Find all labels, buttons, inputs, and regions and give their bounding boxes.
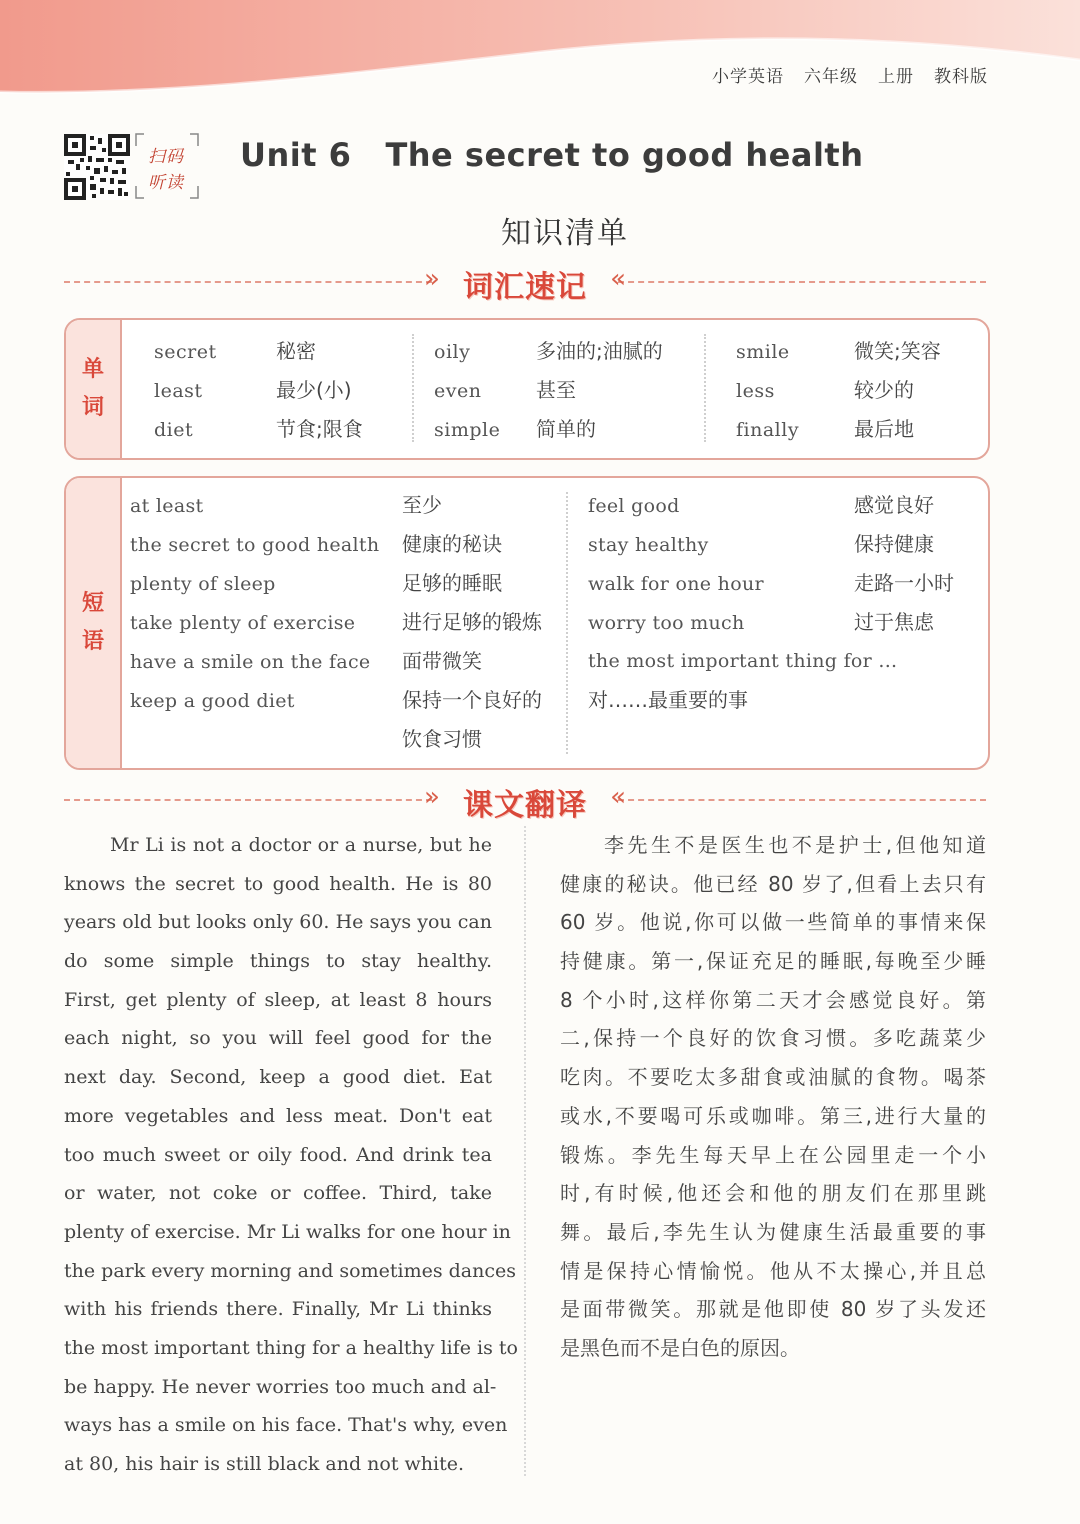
book-subject: 小学英语 xyxy=(712,67,784,87)
header-band xyxy=(0,0,1080,110)
book-grade: 六年级 xyxy=(804,67,858,87)
english-line: the most important thing for a healthy life is to xyxy=(64,1336,518,1359)
words-column-3 xyxy=(736,332,941,449)
phrase-row: walk for one hour 走路一小时 xyxy=(588,571,954,595)
phrase-row: have a smile on the face 面带微笑 xyxy=(130,649,482,673)
word-row: simple 简单的 xyxy=(434,417,596,441)
phrase-row: 对……最重要的事 xyxy=(588,688,748,712)
arrow-right-icon: » xyxy=(424,782,440,812)
word-row: diet 节食;限食 xyxy=(154,417,363,441)
english-line: years old but looks only 60. He says you can xyxy=(64,911,492,934)
word-row: less 较少的 xyxy=(736,378,914,402)
chinese-line: 是黑色而不是白色的原因。 xyxy=(560,1335,800,1360)
chinese-line: 情是保持心情愉悦。他从不太操心,并且总 xyxy=(560,1258,986,1283)
words-column-1 xyxy=(154,332,363,449)
vocab-section-title: 词汇速记 xyxy=(463,270,587,305)
chinese-line: 锻炼。李先生每天早上在公园里走一个小 xyxy=(560,1142,986,1167)
arrow-right-icon: » xyxy=(424,264,440,294)
chinese-line: 持健康。第一,保证充足的睡眠,每晚至少睡 xyxy=(560,949,986,974)
word-row: smile 微笑;笑容 xyxy=(736,339,941,363)
scan-label-2: 听读 xyxy=(148,173,184,193)
phrases-box xyxy=(64,476,990,770)
book-info xyxy=(712,62,988,87)
column-divider xyxy=(704,334,706,442)
english-line: knows the secret to good health. He is 80 xyxy=(64,872,492,895)
phrases-tab: 短 语 xyxy=(66,478,122,768)
phrase-row: at least 至少 xyxy=(130,493,442,517)
english-line: Mr Li is not a doctor or a nurse, but he xyxy=(110,834,492,856)
knowledge-list-title: 知识清单 xyxy=(501,216,629,251)
unit-number: Unit 6 xyxy=(240,136,352,174)
article-english xyxy=(64,826,518,1484)
word-row: finally 最后地 xyxy=(736,417,914,441)
english-line: do some simple things to stay healthy. xyxy=(64,950,492,973)
phrase-row: the most important thing for ... xyxy=(588,650,898,672)
phrases-column-right xyxy=(588,486,954,720)
phrase-row: take plenty of exercise 进行足够的锻炼 xyxy=(130,610,542,634)
unit-name: The secret to good health xyxy=(385,136,864,174)
phrase-row: worry too much 过于焦虑 xyxy=(588,610,934,634)
phrase-row: plenty of sleep 足够的睡眠 xyxy=(130,571,502,595)
english-line: with his friends there. Finally, Mr Li thinks xyxy=(64,1298,492,1321)
column-divider xyxy=(566,492,568,754)
scan-to-listen-tag[interactable] xyxy=(134,132,200,200)
words-box xyxy=(64,318,990,460)
arrow-left-icon: « xyxy=(610,264,626,294)
scan-label-1: 扫码 xyxy=(148,147,184,167)
english-line: at 80, his hair is still black and not white. xyxy=(64,1453,465,1475)
chinese-line: 吃肉。不要吃太多甜食或油腻的食物。喝茶 xyxy=(560,1065,986,1090)
words-tab: 单 词 xyxy=(66,320,122,458)
chinese-line: 60 岁。他说,你可以做一些简单的事情来保 xyxy=(560,910,986,935)
qr-code-icon[interactable] xyxy=(64,134,130,200)
english-line: more vegetables and less meat. Don't eat xyxy=(64,1104,492,1127)
phrase-row: 饮食习惯 xyxy=(402,727,482,751)
chinese-line: 或水,不要喝可乐或咖啡。第三,进行大量的 xyxy=(560,1103,986,1128)
english-line: plenty of exercise. Mr Li walks for one hour in xyxy=(64,1220,511,1243)
word-row: least 最少(小) xyxy=(154,378,352,402)
english-line: be happy. He never worries too much and al- xyxy=(64,1375,497,1398)
translation-section-title: 课文翻译 xyxy=(463,788,587,823)
chinese-line: 舞。最后,李先生认为健康生活最重要的事 xyxy=(560,1219,986,1244)
phrase-row: the secret to good health 健康的秘诀 xyxy=(130,532,502,556)
book-volume: 上册 xyxy=(878,67,914,87)
phrase-row: keep a good diet 保持一个良好的 xyxy=(130,688,542,712)
chinese-line: 健康的秘诀。他已经 80 岁了,但看上去只有 xyxy=(560,871,986,896)
chinese-line: 李先生不是医生也不是护士,但他知道 xyxy=(604,833,986,857)
translation-section-heading xyxy=(64,780,986,823)
word-row: oily 多油的;油腻的 xyxy=(434,339,663,363)
book-edition: 教科版 xyxy=(934,67,988,87)
english-line: next day. Second, keep a good diet. Eat xyxy=(64,1066,492,1089)
phrase-row: stay healthy 保持健康 xyxy=(588,532,934,556)
article-divider xyxy=(524,826,526,1476)
arrow-left-icon: « xyxy=(610,782,626,812)
phrase-row: feel good 感觉良好 xyxy=(588,493,934,517)
word-row: secret 秘密 xyxy=(154,339,316,363)
chinese-line: 二,保持一个良好的饮食习惯。多吃蔬菜少 xyxy=(560,1026,986,1051)
english-line: the park every morning and sometimes dances xyxy=(64,1259,516,1282)
english-line: each night, so you will feel good for the xyxy=(64,1027,492,1050)
article-chinese xyxy=(560,826,986,1368)
chinese-line: 8 个小时,这样你第二天才会感觉良好。第 xyxy=(560,987,986,1012)
chinese-line: 时,有时候,他还会和他的朋友们在那里跳 xyxy=(560,1181,986,1206)
chinese-line: 是面带微笑。那就是他即使 80 岁了头发还 xyxy=(560,1297,986,1322)
vocab-section-heading xyxy=(64,262,986,305)
word-row: even 甚至 xyxy=(434,378,576,402)
words-column-2 xyxy=(434,332,663,449)
unit-title xyxy=(240,136,864,174)
column-divider xyxy=(412,334,414,442)
english-line: too much sweet or oily food. And drink tea xyxy=(64,1143,492,1166)
english-line: First, get plenty of sleep, at least 8 hours xyxy=(64,988,492,1011)
phrases-column-left xyxy=(130,486,542,759)
english-line: ways has a smile on his face. That's why, even xyxy=(64,1414,508,1437)
english-line: or water, not coke or coffee. Third, take xyxy=(64,1182,492,1205)
